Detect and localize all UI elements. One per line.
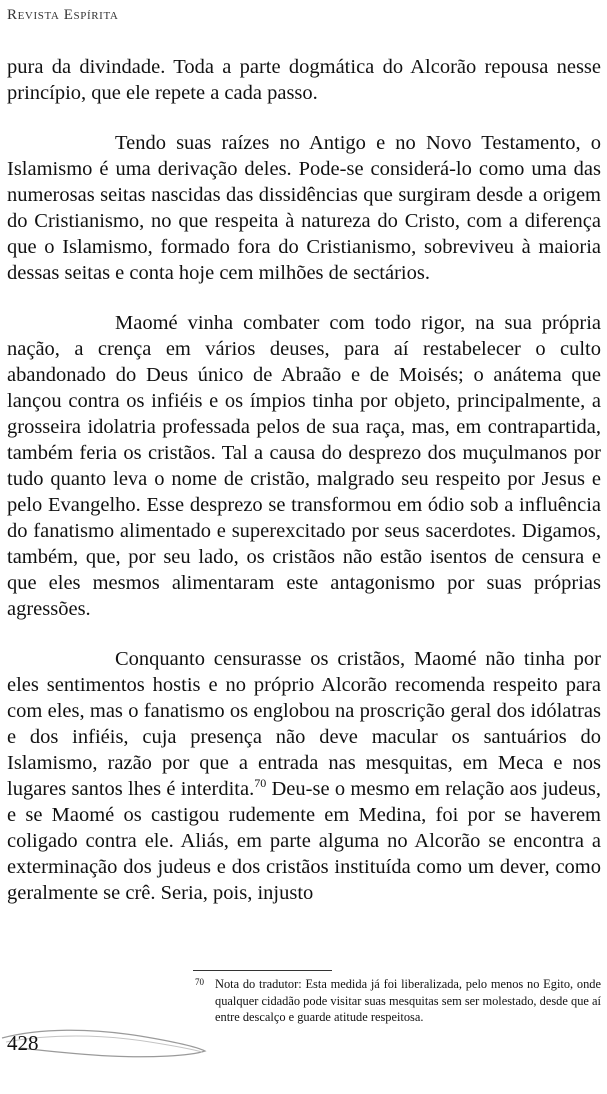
footnote-divider (193, 970, 332, 971)
running-header: Revista Espírita (7, 7, 119, 23)
paragraph-4-text-after: Deu-se o mesmo em relação aos judeus, e se Maomé os castigou rudemente em Medina, foi por se haverem coligado contra ele. Aliás, em parte alguma no Alcorão se encontra a exterminação dos judeus e dos cristãos instituída como um dever, como geralmente se crê. Seria, pois, injusto (7, 778, 601, 904)
footnote-text: Nota do tradutor: Esta medida já foi liberalizada, pelo menos no Egito, onde qualquer cidadão pode visitar suas mesquitas sem ser molestado, desde que aí entre descalço e guarde atitude respeitosa. (215, 977, 601, 1025)
paragraph-3: Maomé vinha combater com todo rigor, na sua própria nação, a crença em vários deuses, para aí restabelecer o culto abandonado do Deus único de Abraão e de Moisés; o anátema que lançou contra os infiéis e os ímpios tinha por objeto, principalmente, a grosseira idolatria professada pelos de sua raça, mas, em contrapartida, também feria os cristãos. Tal a causa do desprezo dos muçulmanos por tudo quanto leva o nome de cristão, malgrado seu respeito por Jesus e pelo Evangelho. Esse desprezo se transformou em ódio sob a influência do fanatismo alimentado e superexcitado por seus sacerdotes. Digamos, também, que, por seu lado, os cristãos não estão isentos de censura e que eles mesmos alimentaram este antagonismo por suas próprias agressões. (7, 312, 601, 620)
paragraph-1: pura da divindade. Toda a parte dogmática do Alcorão repousa nesse princípio, que ele repete a cada passo. (7, 56, 601, 104)
paragraph-2: Tendo suas raízes no Antigo e no Novo Testamento, o Islamismo é uma derivação deles. Pode-se considerá-lo como uma das numerosas seitas nascidas das dissidências que surgiram desde a origem do Cristianismo, no que respeita à natureza do Cristo, com a diferença que o Islamismo, formado fora do Cristianismo, sobreviveu à maioria dessas seitas e conta hoje cem milhões de sectários. (7, 132, 601, 284)
page-body (7, 54, 601, 930)
page-number: 428 (7, 1031, 39, 1055)
footnote (193, 976, 601, 1026)
footnote-reference[interactable]: 70 (254, 776, 267, 791)
footnote-number: 70 (195, 977, 204, 987)
paragraph-4-text-before: Conquanto censurasse os cristãos, Maomé não tinha por eles sentimentos hostis e no próprio Alcorão recomenda respeito para com eles, mas o fanatismo os englobou na proscrição geral dos idólatras e dos infiéis, cuja presença não deve macular os santuários do Islamismo, razão por que a entrada nas mesquitas, em Meca e nos lugares santos lhes é interdita. (7, 648, 601, 800)
paragraph-4 (7, 646, 601, 906)
